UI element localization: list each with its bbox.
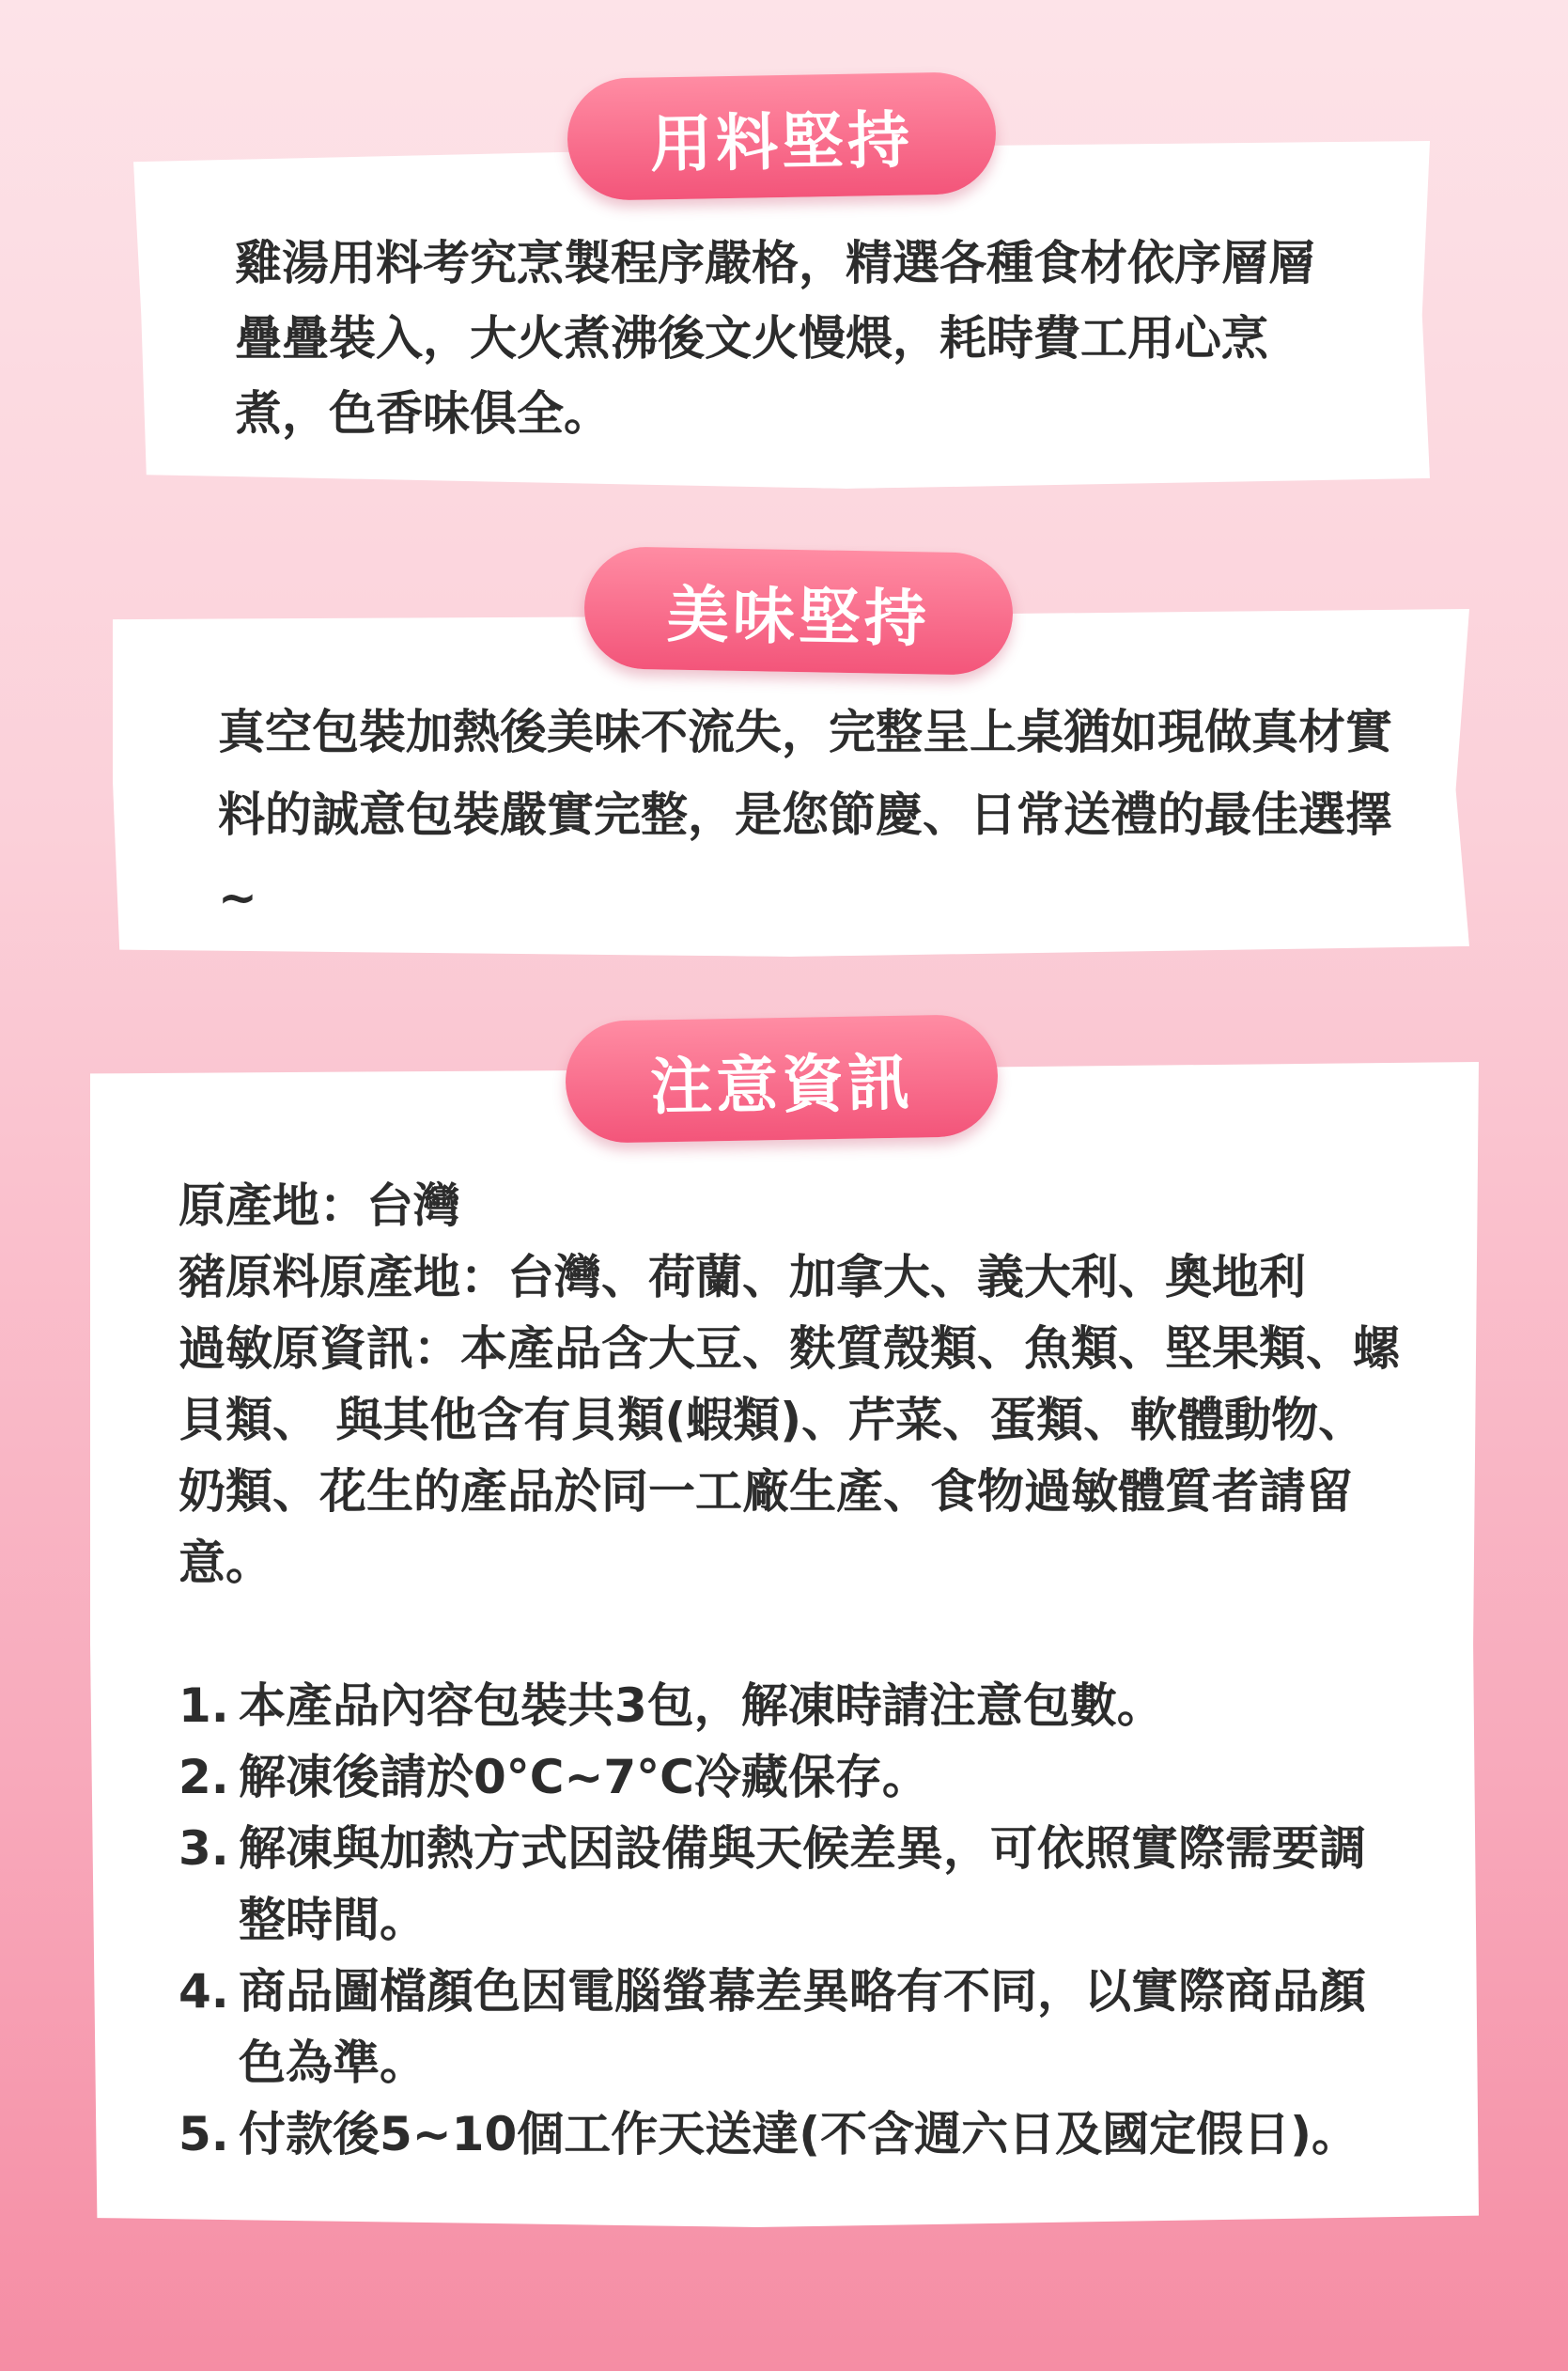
list-item-number: 4. bbox=[179, 1964, 229, 2019]
pork-origin-line: 豬原料原產地：台灣、荷蘭、加拿大、義大利、奧地利 bbox=[179, 1250, 1306, 1304]
list-item-text: 商品圖檔顏色因電腦螢幕差異略有不同，以實際商品顏色為準。 bbox=[239, 1964, 1366, 2090]
list-item bbox=[179, 1741, 1400, 1813]
notes-list bbox=[179, 1670, 1400, 2170]
list-item bbox=[179, 1670, 1400, 1741]
section-title-text: 注意資訊 bbox=[649, 1046, 914, 1123]
list-item-number: 1. bbox=[179, 1678, 229, 1733]
list-item bbox=[179, 1813, 1400, 1956]
section-title-ingredients bbox=[567, 71, 997, 201]
allergy-info: 過敏原資訊：本產品含大豆、麩質殼類、魚類、堅果類、螺貝類、 與其他含有貝類(蝦類)、芹菜、蛋類、軟體動物、奶類、花生的產品於同一工廠生產、食物過敏體質者請留意。 bbox=[179, 1321, 1400, 1590]
flavor-description: 真空包裝加熱後美味不流失，完整呈上桌猶如現做真材實料的誠意包裝嚴實完整，是您節慶、日常送禮的最佳選擇~ bbox=[218, 705, 1392, 925]
section-title-text: 美味堅持 bbox=[666, 578, 931, 655]
ingredient-description: 雞湯用料考究烹製程序嚴格，精選各種食材依序層層疊疊裝入，大火煮沸後文火慢煨，耗時費工用心烹煮，色香味俱全。 bbox=[235, 236, 1315, 441]
origin-line: 原產地：台灣 bbox=[179, 1178, 460, 1233]
section-title-flavor bbox=[583, 546, 1014, 676]
section-title-text: 用料堅持 bbox=[649, 103, 914, 180]
list-item-text: 解凍後請於0°C~7°C冷藏保存。 bbox=[239, 1750, 929, 1804]
notice-body bbox=[179, 1170, 1400, 2170]
list-item-number: 3. bbox=[179, 1821, 229, 1876]
list-item-number: 2. bbox=[179, 1750, 229, 1804]
list-item-text: 付款後5~10個工作天送達(不含週六日及國定假日)。 bbox=[239, 2107, 1358, 2161]
section-title-notice bbox=[565, 1014, 999, 1144]
list-item bbox=[179, 1956, 1400, 2098]
list-item-number: 5. bbox=[179, 2107, 229, 2161]
spacer bbox=[179, 1599, 1400, 1670]
list-item-text: 解凍與加熱方式因設備與天候差異，可依照實際需要調整時間。 bbox=[239, 1821, 1366, 1947]
list-item bbox=[179, 2098, 1400, 2170]
list-item-text: 本產品內容包裝共3包，解凍時請注意包數。 bbox=[239, 1678, 1164, 1733]
